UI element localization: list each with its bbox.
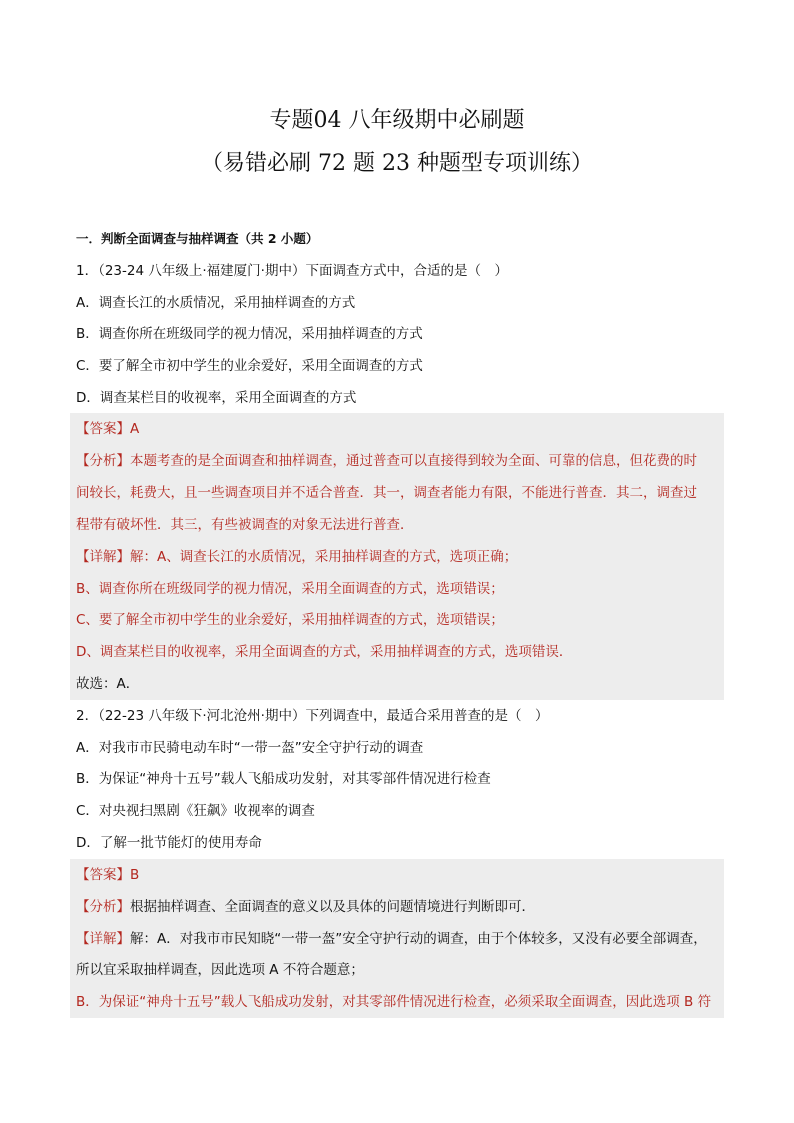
question-1-detail-line: C、要了解全市初中学生的业余爱好，采用抽样调查的方式，选项错误； [70, 604, 724, 636]
question-2-stem: 2．（22-23 八年级下·河北沧州·期中）下列调查中，最适合采用普查的是（ ） [76, 708, 549, 724]
question-2-option-b: B．为保证“神舟十五号”载人飞船成功发射，对其零部件情况进行检查 [76, 771, 491, 787]
question-1-option-d: D．调查某栏目的收视率，采用全面调查的方式 [76, 390, 357, 406]
question-1-detail-line: B、调查你所在班级同学的视力情况，采用全面调查的方式，选项错误； [70, 573, 724, 605]
answer-label: 【答案】 [76, 867, 130, 883]
analysis-text: 本题考查的是全面调查和抽样调查，通过普查可以直接得到较为全面、可靠的信息，但花费的时 [130, 453, 697, 469]
answer-value: B [130, 867, 140, 883]
question-1-detail [70, 541, 724, 573]
page-title: 专题04 八年级期中必刷题 [269, 108, 525, 133]
detail-text: 解：A、调查长江的水质情况，采用抽样调查的方式，选项正确； [130, 549, 518, 565]
question-1-analysis-line: 间较长，耗费大，且一些调查项目并不适合普查．其一，调查者能力有限，不能进行普查．其二，调查过 [70, 477, 724, 509]
question-1-option-c: C．要了解全市初中学生的业余爱好，采用全面调查的方式 [76, 358, 423, 374]
question-2-answer [70, 859, 724, 891]
question-2-analysis [70, 891, 724, 923]
answer-label: 【答案】 [76, 421, 130, 437]
question-1-answer [70, 413, 724, 445]
question-2-detail-line: 所以宜采取抽样调查，因此选项 A 不符合题意； [70, 954, 724, 986]
conclusion-text: 故选：A． [76, 676, 140, 692]
question-2-detail-line: B．为保证“神舟十五号”载人飞船成功发射，对其零部件情况进行检查，必须采取全面调查，因此选项 B 符 [70, 986, 724, 1018]
question-1-analysis [70, 445, 724, 477]
answer-value: A [130, 421, 140, 437]
detail-label: 【详解】 [76, 549, 130, 565]
question-1-option-b: B．调查你所在班级同学的视力情况，采用抽样调查的方式 [76, 326, 423, 342]
question-1-stem: 1．（23-24 八年级上·福建厦门·期中）下面调查方式中，合适的是（ ） [76, 263, 508, 279]
question-1-detail-line: D、调查某栏目的收视率，采用全面调查的方式，采用抽样调查的方式，选项错误． [70, 636, 724, 668]
question-2-option-a: A．对我市市民骑电动车时“一带一盔”安全守护行动的调查 [76, 740, 424, 756]
question-1-conclusion [70, 668, 724, 700]
section-heading: 一．判断全面调查与抽样调查（共 2 小题） [76, 231, 319, 246]
question-2-option-d: D．了解一批节能灯的使用寿命 [76, 835, 262, 851]
page-subtitle: （易错必刷 72 题 23 种题型专项训练） [201, 151, 593, 176]
analysis-label: 【分析】 [76, 453, 130, 469]
question-1-analysis-line: 程带有破坏性．其三，有些被调查的对象无法进行普查． [70, 509, 724, 541]
detail-label: 【详解】 [76, 931, 130, 947]
detail-text: 解：A．对我市市民知晓“一带一盔”安全守护行动的调查，由于个体较多，又没有必要全部调查， [130, 931, 707, 947]
question-1-option-a: A．调查长江的水质情况，采用抽样调查的方式 [76, 295, 356, 311]
question-2-option-c: C．对央视扫黑剧《狂飙》收视率的调查 [76, 803, 315, 819]
analysis-text: 根据抽样调查、全面调查的意义以及具体的问题情境进行判断即可． [130, 899, 535, 915]
question-2-detail [70, 923, 724, 955]
analysis-label: 【分析】 [76, 899, 130, 915]
